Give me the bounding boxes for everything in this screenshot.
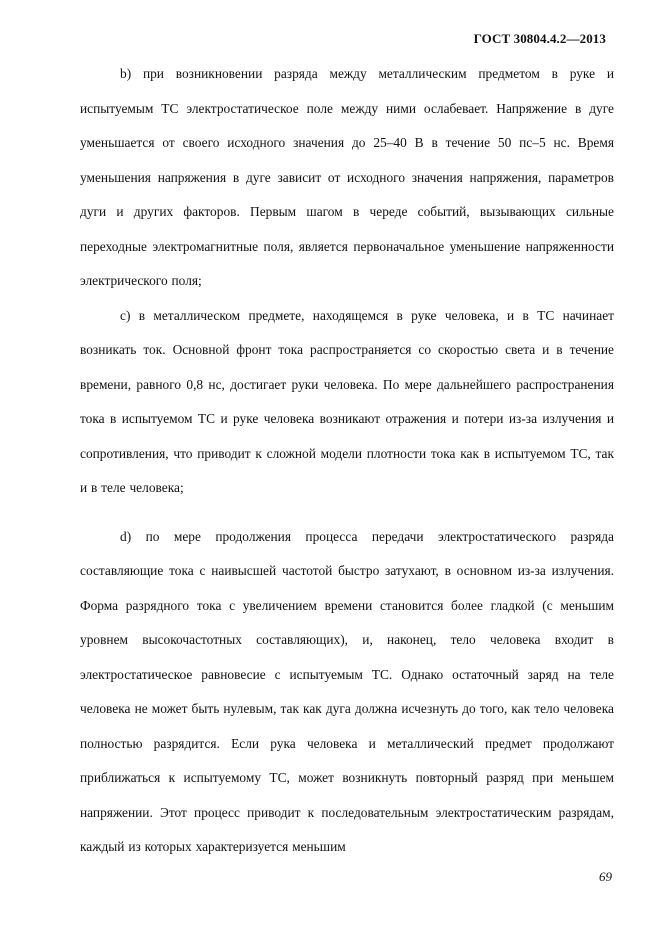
body-text	[80, 57, 614, 865]
paragraph-b: b) при возникновении разряда между металлическим предметом в руке и испытуемым ТС электростатическое поле между ними ослабевает. Напряжение в дуге уменьшается от своего исходного значения до 25–40 В в течение 50 пс–5 нс. Время уменьшения напряжения в дуге зависит от исходного значения напряжения, параметров дуги и других факторов. Первым шагом в череде событий, вызывающих сильные переходные электромагнитные поля, является первоначальное уменьшение напряженности электрического поля;	[80, 66, 614, 288]
standard-header: ГОСТ 30804.4.2—2013	[473, 31, 606, 46]
paragraph-d: d) по мере продолжения процесса передачи электростатического разряда составляющие тока с наивысшей частотой быстро затухают, в основном из-за излучения. Форма разрядного тока с увеличением времени становится более гладкой (с меньшим уровнем высокочастотных составляющих), и, наконец, тело человека входит в электростатическое равновесие с испытуемым ТС. Однако остаточный заряд на теле человека не может быть нулевым, так как дуга должна исчезнуть до того, как тело человека полностью разрядится. Если рука человека и металлический предмет продолжают приближаться к испытуемому ТС, может возникнуть повторный разряд при меньшем напряжении. Этот процесс приводит к последовательным электростатическим разрядам, каждый из которых характеризуется меньшим	[80, 528, 614, 854]
paragraph-c: c) в металлическом предмете, находящемся в руке человека, и в ТС начинает возникать ток. Основной фронт тока распространяется со скоростью света и в течение времени, равного 0,8 нс, достигает руки человека. По мере дальнейшего распространения тока в испытуемом ТС и руке человека возникают отражения и потери из-за излучения и сопротивления, что приводит к сложной модели плотности тока как в испытуемом ТС, так и в теле человека;	[80, 307, 614, 495]
page-number: 69	[599, 869, 612, 884]
